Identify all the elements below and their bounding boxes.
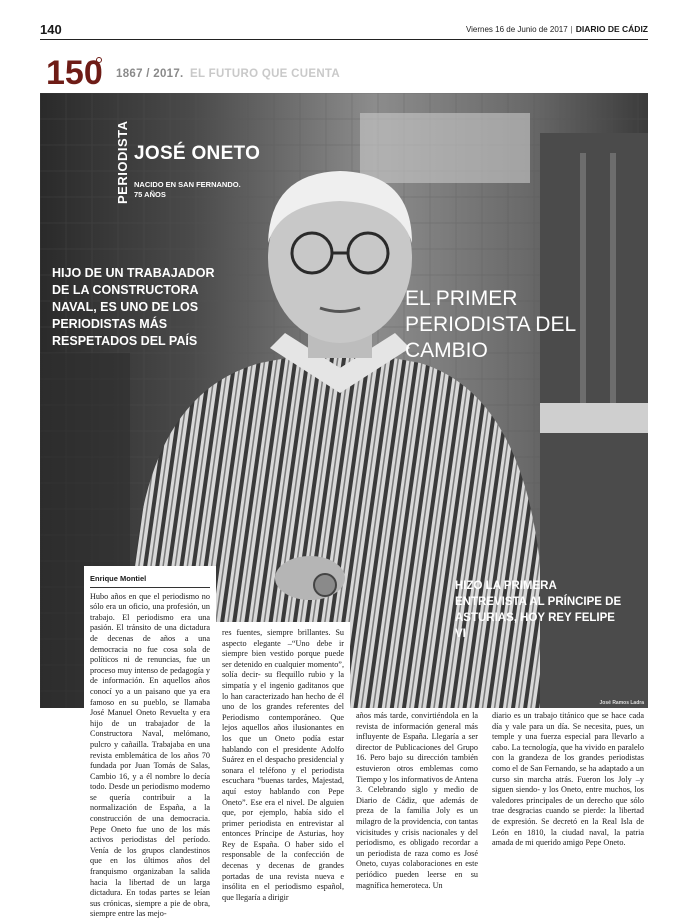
subject-name: JOSÉ ONETO <box>134 143 261 164</box>
anniversary-motto: EL FUTURO QUE CUENTA <box>190 68 341 80</box>
article-text-1: Hubo años en que el periodismo no sólo era un oficio, una profesión, un trabajo. El periodismo era una pasión. El tránsito de una dictadura de decenas de años a una democracia no fue cosa sola de políticos ni de renuncias, fue un proceso muy intenso de pedagogía y de información. En aquellos años conocí yo a un paisano que ya era famoso en su pueblo, se llamaba José Manuel Oneto Revuelta y era hijo de un trabajador de la Constructora Naval, melómano, pulcro y cañailla. Trabajaba en una revista emblemática de los años 70 fundada por Juan Tomás de Salas, Cambio 16, y a él nombre lo decía todo. Desde un periodismo moderno se quería contribuir a la normalización de España, a la construcción de una democracia. Pepe Oneto fue uno de los más activos periodistas del período. Venía de los grupos clandestinos que en los últimos años del franquismo organizaban la salida hacia la libertad de un larga dictadura. En todas partes se leían sus crónicas, siempre a pie de obra, siempre entre las mejo- <box>90 591 210 919</box>
headline: EL PRIMER PERIODISTA DEL CAMBIO <box>405 287 576 362</box>
article-column-3 <box>350 708 484 903</box>
article-text-2: res fuentes, siempre brillantes. Su aspecto elegante –“Uno debe ir siempre bien vestido porque puede ser detenido en cualquier momento”, solía decir- su flequillo rubio y la simpatía y el ingenio gaditanos que lo han caracterizado han hecho de él uno de los grandes referentes del Periodismo contemporáneo. Que lejos aquellos años ilusionantes en los que un Oneto podía estar hablando con el presidente Adolfo Suárez en el despacho presidencial y sonara el teléfono y el periodista escuchara “buenas tardes, Majestad, aquí estoy hablando con Pepe Oneto”. Ese era el nivel. De alguien que, por ejemplo, había sido el primer periodista en entrevistar al entonces Príncipe de Asturias, hoy Rey de España. O haber sido el responsable de la confección de decenas y decenas de grandes portadas de una revista nueva e insólita en el periodismo español, que llegaría a dirigir <box>222 628 344 902</box>
article-column-1 <box>84 566 216 919</box>
svg-text:150: 150 <box>46 54 103 92</box>
anniversary-tagline <box>116 68 340 80</box>
page-header <box>40 22 648 40</box>
subject-birthplace: NACIDO EN SAN FERNANDO. <box>134 180 241 189</box>
anniversary-logo <box>44 52 104 92</box>
article-column-4 <box>484 708 650 903</box>
newspaper-name: DIARIO DE CÁDIZ <box>575 24 648 34</box>
anniversary-years: 1867 / 2017. <box>116 68 184 80</box>
header-separator: | <box>570 25 573 34</box>
subject-age: 75 AÑOS <box>134 190 166 199</box>
role-label: PERIODISTA <box>115 120 130 204</box>
issue-date: Viernes 16 de Junio de 2017 <box>465 25 568 34</box>
photo-credit: José Ramos Ladra <box>599 700 644 706</box>
page-number: 140 <box>40 22 62 37</box>
role-label-container <box>112 120 134 204</box>
header-dateline <box>466 24 648 34</box>
article-author: Enrique Montiel <box>90 574 210 588</box>
pull-quote-left: HIJO DE UN TRABAJADOR DE LA CONSTRUCTORA NAVAL, ES UNO DE LOS PERIODISTAS MÁS RESPETADOS DEL PAÍS <box>52 266 215 348</box>
pull-quote-right: HIZO LA PRIMERA ENTREVISTA AL PRÍNCIPE DE ASTURIAS, HOY REY FELIPE VI <box>455 580 622 640</box>
article-column-2 <box>216 622 350 903</box>
article-text-3: años más tarde, convirtiéndola en la revista de información general más influyente de España. Llegaría a ser director de Publicaciones del Grupo 16. Pero bajo su dirección también estuvieron otros emblemas como Tiempo y los informativos de Antena 3. Celebrando siglo y medio de Diario de Cádiz, que además de preza de la familia Joly es un milagro de la providencia, con tantas vicisitudes y crisis nacionales y del periodismo, es obligado recordar a un periodista de raza como es José Oneto, cuyas colaboraciones en este periódico pueden leerse en su magnífica hemeroteca. Un <box>356 711 478 890</box>
anniversary-banner <box>44 52 644 94</box>
article-text-4: diario es un trabajo titánico que se hace cada día y vale para un día. Se necesita, pues, un temple y una fuerza especial para llevarlo a cabo. La tecnología, que ha vivido en paralelo con la grandeza de los grandes periodistas como el de San Fernando, se ha adaptado a un curso sin marcha atrás. Fueron los Joly –y siguen siendo- y los Oneto, entre muchos, los valedores principales de un derecho que sólo trae desgracias cuando se pierde: la libertad de expresión. Se decretó en la Real Isla de León en 1810, la ciudad naval, la patria amada de mi querido amigo Pepe Oneto. <box>492 711 644 848</box>
subject-details <box>134 180 241 200</box>
